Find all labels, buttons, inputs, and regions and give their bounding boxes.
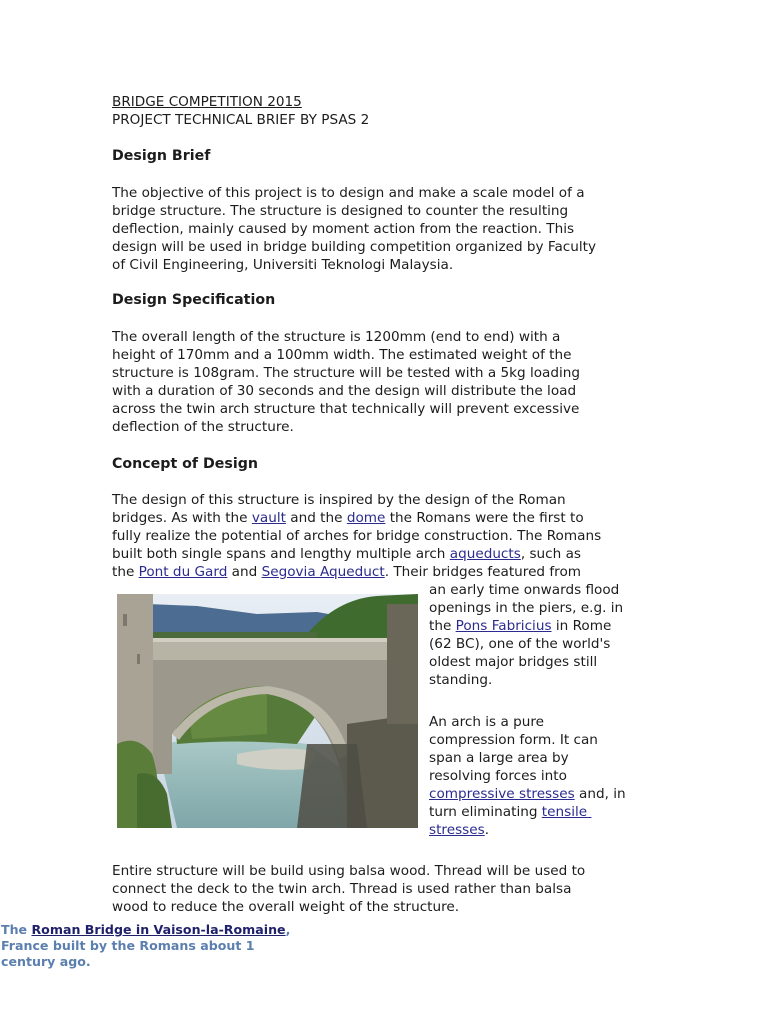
heading-design-brief: Design Brief [112, 148, 211, 164]
text-span: the [112, 564, 139, 580]
roman-bridge-photo [117, 594, 418, 828]
text-span: the Romans were the first to [385, 510, 584, 526]
paragraph-line [112, 545, 581, 563]
paragraph-line: wood to reduce the overall weight of the structure. [112, 899, 460, 915]
paragraph-line [112, 563, 581, 581]
link-dome[interactable]: dome [346, 510, 386, 526]
text-span: and the [285, 510, 347, 526]
paragraph-line: deflection of the structure. [112, 419, 294, 435]
text-span: built both single spans and lengthy multiple arch [112, 546, 450, 562]
paragraph-line: openings in the piers, e.g. in [429, 600, 624, 616]
paragraph-line: Entire structure will be build using balsa wood. Thread will be used to [112, 863, 586, 879]
paragraph-line: oldest major bridges still [429, 654, 598, 670]
paragraph-line [429, 785, 626, 803]
paragraph-line: with a duration of 30 seconds and the design will distribute the load [112, 383, 577, 399]
heading-concept-of-design: Concept of Design [112, 456, 258, 472]
link-vault[interactable]: vault [251, 510, 286, 526]
paragraph-line: The design of this structure is inspired by the design of the Roman [112, 492, 566, 508]
paragraph-line: The overall length of the structure is 1200mm (end to end) with a [112, 329, 561, 345]
paragraph-line: bridge structure. The structure is designed to counter the resulting [112, 203, 569, 219]
paragraph-line: The objective of this project is to design and make a scale model of a [112, 185, 585, 201]
text-span: , such as [520, 546, 581, 562]
document-title-line1: BRIDGE COMPETITION 2015 [112, 94, 302, 110]
paragraph-line: standing. [429, 672, 493, 688]
text-span: and, in [574, 786, 626, 802]
paragraph-line: deflection, mainly caused by moment action from the reaction. This [112, 221, 575, 237]
paragraph-line: fully realize the potential of arches for bridge construction. The Romans [112, 528, 602, 544]
link-pont-du-gard[interactable]: Pont du Gard [138, 564, 228, 580]
paragraph-line [429, 821, 489, 839]
paragraph-line: connect the deck to the twin arch. Thread is used rather than balsa [112, 881, 572, 897]
text-span: . [484, 822, 490, 838]
link-tensile-stresses[interactable]: tensile [541, 804, 592, 820]
heading-design-specification: Design Specification [112, 292, 276, 308]
link-aqueducts[interactable]: aqueducts [449, 546, 521, 562]
paragraph-line: an early time onwards flood [429, 582, 620, 598]
image-caption-line [1, 922, 290, 938]
paragraph-line: span a large area by [429, 750, 569, 766]
text-span: bridges. As with the [112, 510, 252, 526]
text-span: The [1, 922, 32, 937]
link-pons-fabricius[interactable]: Pons Fabricius [455, 618, 552, 634]
paragraph-line [112, 509, 584, 527]
text-span: the [429, 618, 456, 634]
paragraph-line: of Civil Engineering, Universiti Teknologi Malaysia. [112, 257, 454, 273]
paragraph-line: compression form. It can [429, 732, 598, 748]
link-roman-bridge-vaison[interactable]: Roman Bridge in Vaison-la-Romaine [31, 922, 286, 937]
paragraph-line: height of 170mm and a 100mm width. The estimated weight of the [112, 347, 572, 363]
paragraph-line [429, 803, 591, 821]
link-segovia-aqueduct[interactable]: Segovia Aqueduct [261, 564, 385, 580]
paragraph-line: design will be used in bridge building competition organized by Faculty [112, 239, 597, 255]
paragraph-line: (62 BC), one of the world's [429, 636, 611, 652]
image-caption-line: century ago. [1, 954, 91, 969]
text-span: . Their bridges featured from [384, 564, 582, 580]
paragraph-line: resolving forces into [429, 768, 567, 784]
paragraph-line: An arch is a pure [429, 714, 544, 730]
text-span: in Rome [551, 618, 612, 634]
document-title-line2: PROJECT TECHNICAL BRIEF BY PSAS 2 [112, 112, 370, 128]
image-caption-line: France built by the Romans about 1 [1, 938, 255, 953]
text-span: , [285, 922, 291, 937]
paragraph-line: across the twin arch structure that technically will prevent excessive [112, 401, 580, 417]
link-tensile-stresses-cont[interactable]: stresses [429, 822, 485, 838]
paragraph-line [429, 617, 611, 635]
text-span: turn eliminating [429, 804, 542, 820]
link-compressive-stresses[interactable]: compressive stresses [429, 786, 575, 802]
text-span: and [227, 564, 262, 580]
paragraph-line: structure is 108gram. The structure will be tested with a 5kg loading [112, 365, 581, 381]
